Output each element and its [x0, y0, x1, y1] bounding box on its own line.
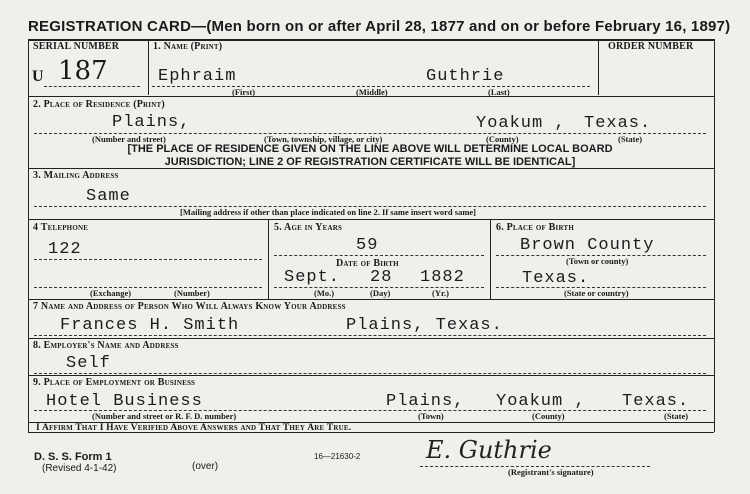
telephone-line-2 — [34, 287, 262, 288]
serial-line — [44, 86, 140, 87]
name-last-cap: (Last) — [488, 87, 510, 97]
employment-county-cap: (County) — [532, 411, 565, 421]
residence-note-line2: JURISDICTION; LINE 2 OF REGISTRATION CERTIFICATE WILL BE IDENTICAL] — [164, 156, 576, 168]
dob-month-cap: (Mo.) — [314, 288, 335, 298]
employer-line — [34, 373, 706, 374]
employment-street: Hotel Business — [46, 392, 203, 411]
row7-bottom — [28, 338, 714, 339]
residence-street-cap: (Number and street) — [92, 134, 166, 144]
print-code: 16—21630-2 — [314, 452, 361, 461]
affirm-text: I Affirm That I Have Verified Above Answers and That They Are True. — [36, 423, 352, 433]
dob-year-cap: (Yr.) — [432, 288, 449, 298]
over-note: (over) — [192, 461, 219, 472]
residence-label: 2. Place of Residence (Print) — [33, 99, 165, 110]
tel-age-divider — [268, 219, 269, 299]
employment-town: Plains, — [386, 392, 465, 411]
employment-county: Yoakum , — [496, 392, 586, 411]
residence-town: Plains, — [112, 113, 191, 132]
residence-state: Texas. — [584, 114, 652, 133]
name-label: 1. Name (Print) — [153, 41, 223, 52]
birthplace-label: 6. Place of Birth — [496, 222, 574, 233]
employment-state: Texas. — [622, 392, 690, 411]
dob-day: 28 — [370, 268, 393, 287]
dob-day-cap: (Day) — [370, 288, 391, 298]
age-value: 59 — [356, 236, 379, 255]
age-line — [274, 255, 484, 256]
mailing-value: Same — [86, 187, 131, 206]
employment-label: 9. Place of Employment or Business — [33, 377, 196, 388]
residence-note — [70, 143, 670, 169]
residence-county: Yoakum , — [476, 114, 566, 133]
order-divider — [598, 39, 599, 95]
signature: E. Guthrie — [426, 436, 552, 464]
name-last: Guthrie — [426, 67, 505, 86]
contact-address: Plains, Texas. — [346, 316, 503, 335]
birthplace-state-cap: (State or country) — [564, 288, 629, 298]
serial-prefix: U — [32, 68, 44, 85]
row3-bottom — [28, 219, 714, 220]
residence-county-cap: (County) — [486, 134, 519, 144]
dob-label: Date of Birth — [336, 258, 399, 269]
row4-bottom — [28, 299, 714, 300]
employer-value: Self — [66, 354, 111, 373]
contact-name: Frances H. Smith — [60, 316, 240, 335]
name-middle-cap: (Middle) — [356, 87, 388, 97]
age-birth-divider — [490, 219, 491, 299]
birthplace-town: Brown County — [520, 236, 655, 255]
telephone-exchange-cap: (Exchange) — [90, 288, 132, 298]
dob-year: 1882 — [420, 268, 465, 287]
employer-label: 8. Employer's Name and Address — [33, 340, 179, 351]
telephone-number-cap: (Number) — [174, 288, 210, 298]
mailing-label: 3. Mailing Address — [33, 170, 119, 181]
form-revised: (Revised 4-1-42) — [42, 463, 117, 474]
serial-label: SERIAL NUMBER — [33, 41, 120, 52]
telephone-label: 4 Telephone — [33, 222, 89, 233]
employment-street-cap: (Number and street or R. F. D. number) — [92, 411, 237, 421]
telephone-line — [34, 259, 262, 260]
employment-state-cap: (State) — [664, 411, 689, 421]
row1-bottom — [28, 96, 714, 97]
row8-bottom — [28, 375, 714, 376]
birthplace-state: Texas. — [522, 269, 590, 288]
serial-divider — [148, 39, 149, 95]
row2-bottom — [28, 168, 714, 169]
residence-town-cap: (Town, township, village, or city) — [264, 134, 383, 144]
form-number: D. S. S. Form 1 — [34, 451, 112, 463]
employment-town-cap: (Town) — [418, 411, 444, 421]
contact-line — [34, 335, 706, 336]
age-label: 5. Age in Years — [274, 222, 343, 233]
contact-label: 7 Name and Address of Person Who Will Always Know Your Address — [33, 301, 346, 312]
name-first: Ephraim — [158, 67, 237, 86]
order-label: ORDER NUMBER — [608, 41, 694, 52]
residence-state-cap: (State) — [618, 134, 643, 144]
birthplace-town-cap: (Town or county) — [566, 256, 629, 266]
dob-month: Sept. — [284, 268, 341, 287]
signature-cap: (Registrant's signature) — [508, 467, 594, 477]
telephone-value: 122 — [48, 240, 82, 259]
serial-value: 187 — [58, 56, 108, 86]
card-title: REGISTRATION CARD—(Men born on or after April 28, 1877 and on or before February 16, 1897) — [28, 18, 731, 35]
mailing-cap: [Mailing address if other than place indicated on line 2. If same insert word same] — [180, 207, 476, 217]
frame-right — [714, 39, 715, 432]
name-first-cap: (First) — [232, 87, 256, 97]
residence-note-line1: [THE PLACE OF RESIDENCE GIVEN ON THE LINE ABOVE WILL DETERMINE LOCAL BOARD — [127, 143, 613, 155]
frame-left — [28, 39, 29, 432]
